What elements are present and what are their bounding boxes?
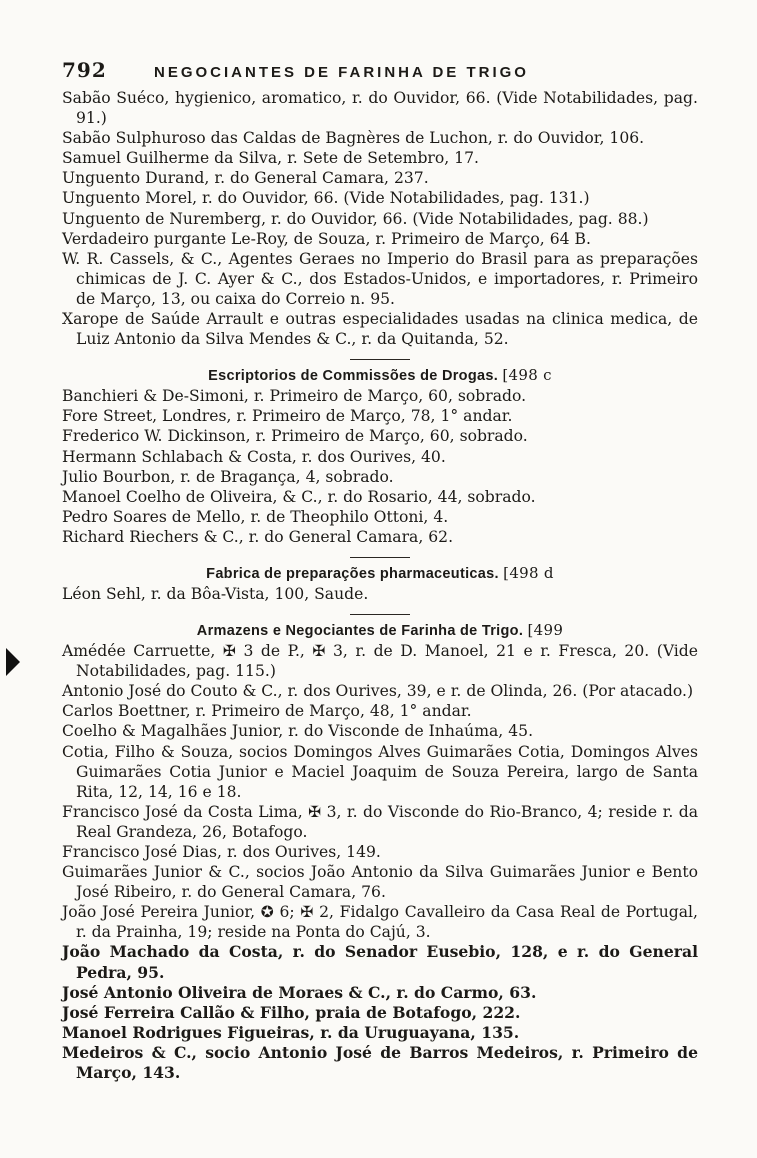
section-heading — [62, 364, 698, 386]
section-wheat-flour-merchants — [62, 641, 698, 1083]
list-item: João José Pereira Junior, ✪ 6; ✠ 2, Fidalgo Cavalleiro da Casa Real de Portugal, r. da Prainha, 19; reside na Ponta do Cajú, 3. — [62, 903, 698, 942]
section-code: [498 c — [502, 366, 552, 385]
document-page — [62, 58, 698, 1083]
list-item: José Ferreira Callão & Filho, praia de Botafogo, 222. — [62, 1002, 521, 1022]
margin-triangle-marker — [6, 648, 20, 676]
section-divider — [350, 557, 410, 558]
list-item: Hermann Schlabach & Costa, r. dos Ourives, 40. — [62, 447, 446, 466]
list-item: Samuel Guilherme da Silva, r. Sete de Setembro, 17. — [62, 149, 479, 168]
list-item: Sabão Sulphuroso das Caldas de Bagnères de Luchon, r. do Ouvidor, 106. — [62, 129, 645, 148]
section-heading — [62, 562, 698, 584]
list-item: João Machado da Costa, r. do Senador Eusebio, 128, e r. do General Pedra, 95. — [62, 942, 698, 982]
list-item: Verdadeiro purgante Le-Roy, de Souza, r. Primeiro de Março, 64 B. — [62, 229, 591, 248]
list-item: Guimarães Junior & C., socios João Antonio da Silva Guimarães Junior e Bento José Ribeiro, r. do General Camara, 76. — [62, 863, 698, 902]
list-item: Medeiros & C., socio Antonio José de Barros Medeiros, r. Primeiro de Março, 143. — [62, 1042, 698, 1083]
section-title: Escriptorios de Commissões de Drogas. — [208, 368, 499, 385]
page-number: 792 — [62, 58, 107, 82]
list-item: Coelho & Magalhães Junior, r. do Visconde de Inhaúma, 45. — [62, 722, 534, 741]
section-code: [498 d — [503, 563, 554, 582]
list-item: Unguento de Nuremberg, r. do Ouvidor, 66. (Vide Notabilidades, pag. 88.) — [62, 209, 649, 228]
section-soaps-remedies — [62, 88, 698, 349]
list-item: Antonio José do Couto & C., r. dos Ourives, 39, e r. de Olinda, 26. (Por atacado.) — [62, 682, 694, 701]
list-item: Unguento Morel, r. do Ouvidor, 66. (Vide Notabilidades, pag. 131.) — [62, 189, 590, 208]
list-item: Julio Bourbon, r. de Bragança, 4, sobrado. — [62, 467, 394, 486]
section-drug-commission-offices — [62, 386, 698, 547]
list-item: José Antonio Oliveira de Moraes & C., r. do Carmo, 63. — [62, 982, 537, 1002]
list-item: Manoel Coelho de Oliveira, & C., r. do Rosario, 44, sobrado. — [62, 487, 536, 506]
section-title: Armazens e Negociantes de Farinha de Trigo. — [196, 623, 524, 640]
section-heading — [62, 619, 698, 641]
list-item: Cotia, Filho & Souza, socios Domingos Alves Guimarães Cotia, Domingos Alves Guimarães Cotia Junior e Maciel Joaquim de Souza Pereira, largo de Santa Rita, 12, 14, 16 e 18. — [62, 742, 698, 801]
list-item: W. R. Cassels, & C., Agentes Geraes no Imperio do Brasil para as preparações chimicas de J. C. Ayer & C., dos Estados-Unidos, e importadores, r. Primeiro de Março, 13, ou caixa do Correio n. 95. — [62, 249, 698, 308]
list-item: Richard Riechers & C., r. do General Camara, 62. — [62, 527, 454, 546]
list-item: Frederico W. Dickinson, r. Primeiro de Março, 60, sobrado. — [62, 427, 528, 446]
section-divider — [350, 359, 410, 360]
section-title: Fabrica de preparações pharmaceuticas. — [206, 565, 499, 582]
list-item: Manoel Rodrigues Figueiras, r. da Uruguayana, 135. — [62, 1022, 520, 1042]
list-item: Carlos Boettner, r. Primeiro de Março, 48, 1° andar. — [62, 702, 472, 721]
list-item: Fore Street, Londres, r. Primeiro de Março, 78, 1° andar. — [62, 407, 513, 426]
list-item: Xarope de Saúde Arrault e outras especialidades usadas na clinica medica, de Luiz Antonio da Silva Mendes & C., r. da Quitanda, 52. — [62, 310, 698, 349]
list-item: Francisco José da Costa Lima, ✠ 3, r. do Visconde do Rio-Branco, 4; reside r. da Real Grandeza, 26, Botafogo. — [62, 802, 698, 841]
list-item: Banchieri & De-Simoni, r. Primeiro de Março, 60, sobrado. — [62, 387, 527, 406]
section-pharmaceutical-factory — [62, 584, 698, 604]
running-title: NEGOCIANTES DE FARINHA DE TRIGO — [154, 64, 529, 81]
list-item: Unguento Durand, r. do General Camara, 237. — [62, 169, 429, 188]
section-code: [499 — [527, 621, 564, 640]
list-item: Amédée Carruette, ✠ 3 de P., ✠ 3, r. de D. Manoel, 21 e r. Fresca, 20. (Vide Notabilidades, pag. 115.) — [62, 642, 698, 681]
list-item: Sabão Suéco, hygienico, aromatico, r. do Ouvidor, 66. (Vide Notabilidades, pag. 91.) — [62, 89, 698, 128]
section-divider — [350, 614, 410, 615]
list-item: Francisco José Dias, r. dos Ourives, 149. — [62, 843, 381, 861]
running-header — [62, 58, 698, 88]
list-item: Léon Sehl, r. da Bôa-Vista, 100, Saude. — [62, 584, 369, 603]
list-item: Pedro Soares de Mello, r. de Theophilo Ottoni, 4. — [62, 507, 449, 526]
